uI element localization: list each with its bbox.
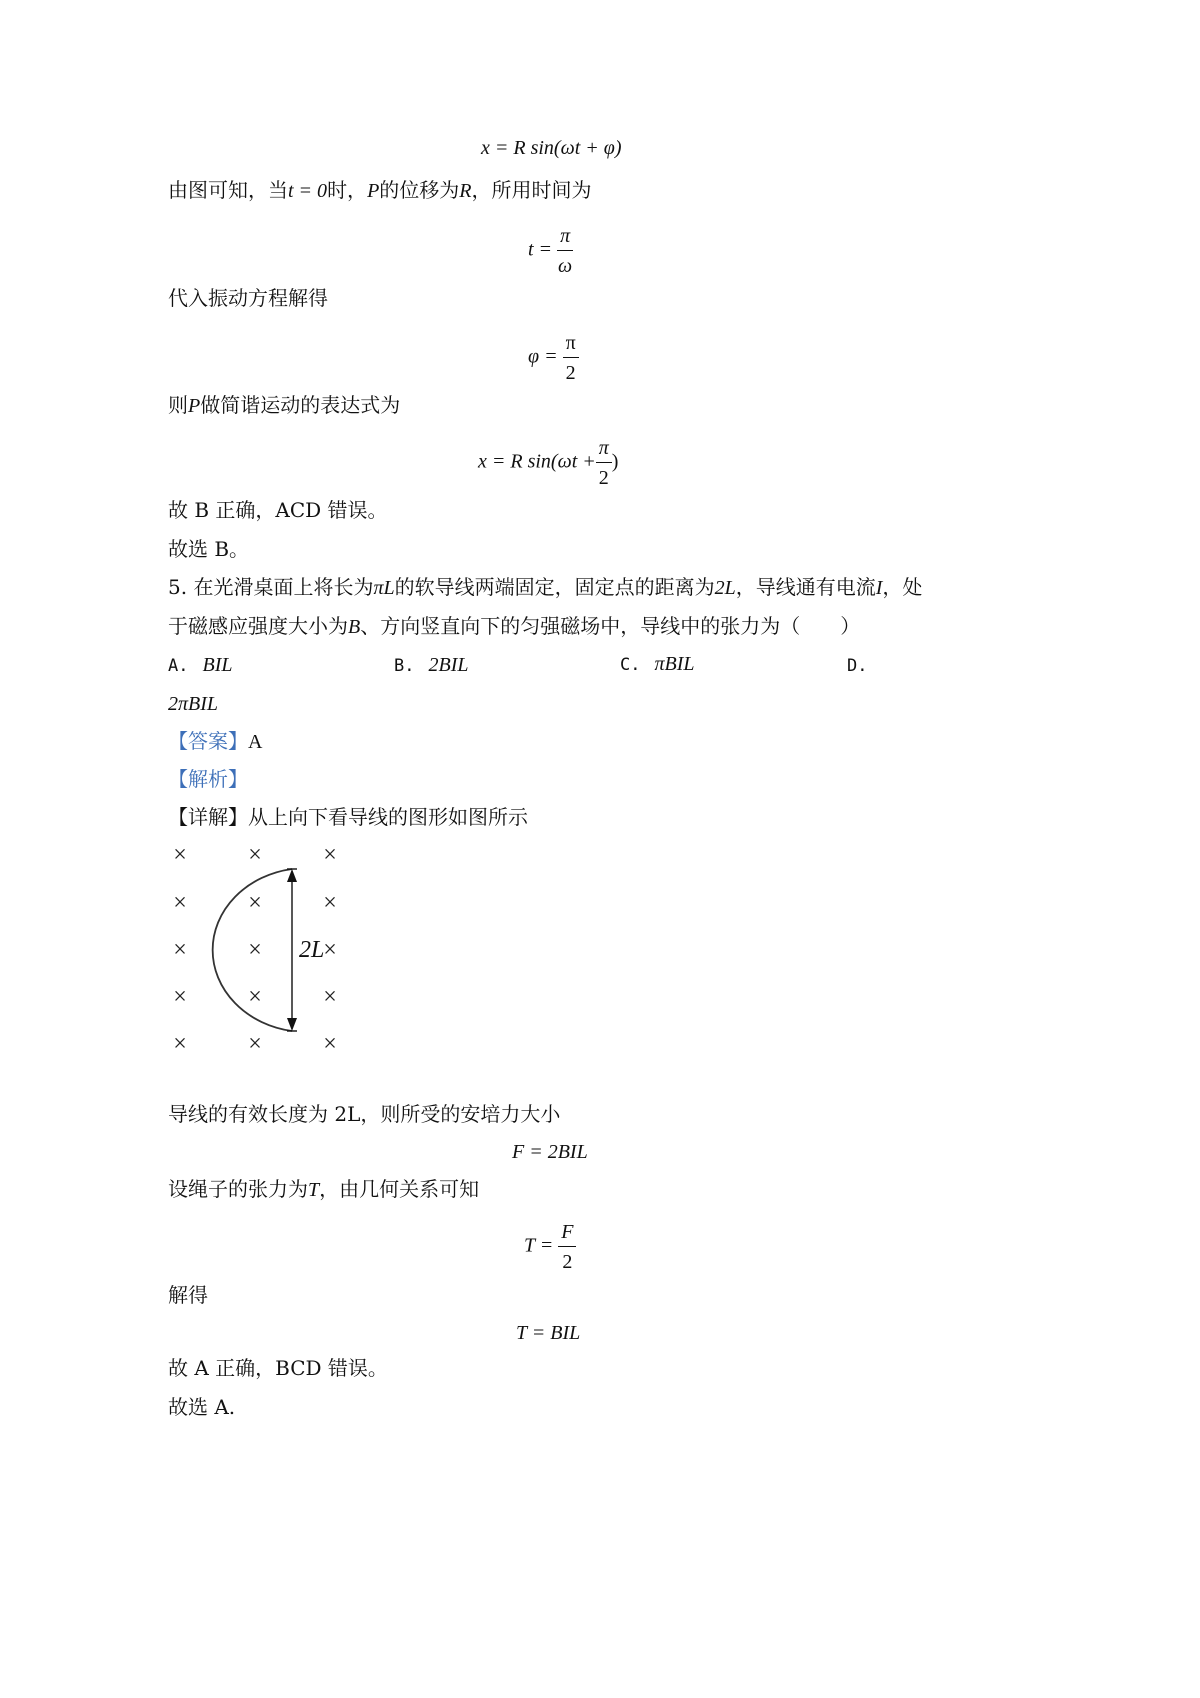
field-cross-icon: × [173, 842, 187, 868]
option-d-value-wrap [168, 692, 218, 716]
text-segment: 由图可知，当 [168, 178, 288, 202]
answer-value: A [248, 731, 263, 753]
option-label: A. [168, 656, 189, 676]
field-cross-icon: × [323, 937, 337, 963]
text-segment: ，处 [882, 575, 923, 599]
math-I: I [875, 577, 883, 599]
text-segment: 于磁感应强度大小为 [168, 614, 348, 638]
equation-shm-result [478, 436, 618, 490]
text-segment: 5. 在光滑桌面上将长为 [168, 575, 374, 599]
math-P: P [367, 180, 380, 202]
text-line-b-correct: 故 B 正确，ACD 错误。 [168, 498, 388, 522]
arrow-up-icon [287, 869, 297, 882]
text-segment: 设绳子的张力为 [168, 1177, 308, 1201]
dimension-label: 2L [299, 937, 325, 963]
text-line-tension [168, 1177, 479, 1202]
answer-line [168, 729, 262, 754]
option-value: BIL [202, 654, 233, 676]
equation-tension-half [524, 1220, 576, 1274]
field-cross-icon: × [323, 984, 337, 1010]
detail-line [168, 805, 528, 829]
math-R: R [459, 180, 472, 202]
text-segment: 做简谐运动的表达式为 [200, 393, 401, 417]
analysis-tag: 【解析】 [168, 767, 248, 791]
field-cross-icon: × [248, 1031, 262, 1057]
fraction-denominator: 2 [562, 1251, 573, 1273]
fraction [563, 331, 579, 385]
text-line-substitute: 代入振动方程解得 [168, 286, 328, 310]
text-segment: ，由几何关系可知 [319, 1177, 480, 1201]
option-label: D. [847, 656, 868, 676]
fraction-denominator: 2 [598, 467, 609, 489]
text-segment: 则 [168, 393, 188, 417]
option-value: 2πBIL [168, 693, 219, 715]
option-value: πBIL [654, 653, 695, 675]
fraction [557, 224, 573, 278]
eq-lhs: x = R sin(ωt + [478, 450, 596, 473]
text-line-solve: 解得 [168, 1283, 208, 1307]
fraction-numerator: π [563, 331, 579, 358]
magnetic-field-wire-figure [160, 835, 360, 1060]
math-P: P [188, 395, 201, 417]
option-label: B. [394, 656, 415, 676]
text-line-a-correct: 故 A 正确，BCD 错误。 [168, 1356, 388, 1380]
text-segment: 的位移为 [379, 178, 460, 202]
field-cross-icon: × [248, 890, 262, 916]
fraction-numerator: π [596, 436, 612, 463]
fraction-numerator: F [558, 1220, 576, 1247]
field-cross-icon: × [173, 984, 187, 1010]
fraction-denominator: 2 [565, 362, 576, 384]
field-cross-icon: × [323, 1031, 337, 1057]
equation-phase [528, 331, 579, 385]
option-d [847, 653, 881, 678]
text-segment: ，所用时间为 [471, 178, 592, 202]
option-c [620, 652, 695, 677]
detail-text: 从上向下看导线的图形如图所示 [248, 805, 528, 829]
field-cross-icon: × [248, 984, 262, 1010]
text-line-choose-b: 故选 B。 [168, 537, 250, 561]
answer-tag: 【答案】 [168, 729, 248, 753]
fraction [558, 1220, 576, 1274]
option-b [394, 653, 468, 678]
field-cross-icon: × [248, 842, 262, 868]
text-line-figure-known [168, 178, 592, 203]
math-pi-L: πL [373, 577, 395, 599]
field-cross-icon: × [173, 937, 187, 963]
text-line-expression [168, 393, 400, 418]
question-5-line1 [168, 575, 922, 600]
field-cross-icon: × [248, 937, 262, 963]
equation-ampere-force: F = 2BIL [512, 1141, 588, 1163]
math-B: B [348, 616, 361, 638]
field-cross-icon: × [323, 890, 337, 916]
text-line-effective-length: 导线的有效长度为 2L，则所受的安培力大小 [168, 1102, 561, 1126]
field-cross-icon: × [323, 842, 337, 868]
eq-rhs: ) [611, 450, 619, 473]
equation-time [528, 224, 573, 278]
text-segment: ，导线通有电流 [735, 575, 876, 599]
text-segment: 的软导线两端固定，固定点的距离为 [394, 575, 715, 599]
option-value: 2BIL [428, 654, 469, 676]
detail-tag: 【详解】 [168, 805, 248, 829]
fraction-denominator: ω [558, 255, 573, 277]
field-cross-icon: × [173, 1031, 187, 1057]
option-label: C. [620, 655, 641, 675]
equation-displacement: x = R sin(ωt + φ) [481, 137, 622, 159]
math-T: T [308, 1179, 320, 1201]
text-segment: 、方向竖直向下的匀强磁场中，导线中的张力为（ ） [360, 614, 861, 638]
arrow-down-icon [287, 1018, 297, 1031]
text-line-choose-a: 故选 A. [168, 1395, 236, 1419]
text-segment: 时， [327, 178, 368, 202]
fraction [596, 436, 612, 490]
field-cross-icon: × [173, 890, 187, 916]
math-2L: 2L [714, 577, 736, 599]
math-t-zero: t = 0 [288, 180, 328, 202]
equation-tension-result: T = BIL [516, 1322, 581, 1344]
fraction-numerator: π [557, 224, 573, 251]
question-5-line2 [168, 614, 860, 639]
option-a [168, 653, 232, 678]
eq-lhs: t = [528, 238, 553, 261]
eq-lhs: T = [524, 1234, 554, 1257]
eq-lhs: φ = [528, 345, 558, 368]
